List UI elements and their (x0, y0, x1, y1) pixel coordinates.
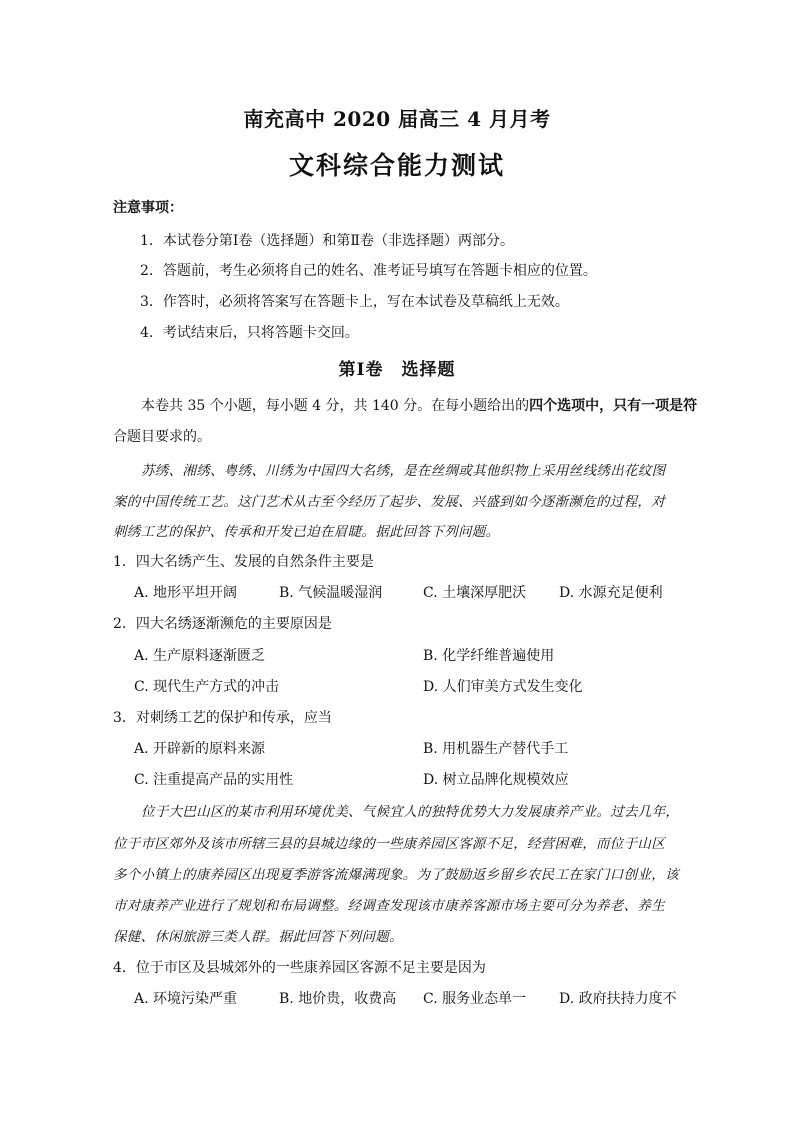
option-b[interactable]: B. 化学纤维普遍使用 (423, 648, 555, 664)
option-b[interactable]: B. 用机器生产替代手工 (423, 741, 569, 757)
option-c[interactable]: C. 土壤深厚肥沃 (423, 585, 527, 601)
notice-item: 4．考试结束后，只将答题卡交回。 (140, 325, 359, 341)
material-line: 苏绣、湘绣、粤绣、川绣为中国四大名绣，是在丝绸或其他织物上采用丝线绣出花纹图 (141, 463, 666, 479)
notice-item: 1．本试卷分第Ⅰ卷（选择题）和第Ⅱ卷（非选择题）两部分。 (140, 233, 514, 249)
option-d[interactable]: D. 水源充足便利 (559, 585, 663, 601)
material-line: 案的中国传统工艺。这门艺术从古至今经历了起步、发展、兴盛到如今逐渐濒危的过程，对 (113, 494, 665, 510)
notice-item: 3．作答时，必须将答案写在答题卡上，写在本试卷及草稿纸上无效。 (140, 294, 569, 310)
option-d[interactable]: D. 人们审美方式发生变化 (423, 679, 583, 695)
intro-emphasis: 四个选项中，只有一项是符 (529, 398, 698, 414)
option-d[interactable]: D. 树立品牌化规模效应 (423, 772, 569, 788)
option-c[interactable]: C. 注重提高产品的实用性 (134, 772, 294, 788)
option-b[interactable]: B. 地价贵，收费高 (279, 991, 397, 1007)
option-a[interactable]: A. 生产原料逐渐匮乏 (134, 648, 266, 664)
material-line: 多个小镇上的康养园区出现夏季游客流爆满现象。为了鼓励返乡留乡农民工在家门口创业，该 (113, 867, 679, 883)
section-title: 第Ⅰ卷 选择题 (338, 360, 456, 380)
exam-subtitle: 文科综合能力测试 (288, 151, 505, 180)
material-line: 保健、休闲旅游三类人群。据此回答下列问题。 (113, 929, 403, 945)
question-stem: 2．四大名绣逐渐濒危的主要原因是 (113, 616, 332, 632)
material-line: 位于市区郊外及该市所辖三县的县城边缘的一些康养园区客源不足，经营困难，而位于山区 (113, 836, 665, 852)
material-line: 刺绣工艺的保护、传承和开发已迫在眉睫。据此回答下列问题。 (113, 524, 500, 540)
option-b[interactable]: B. 气候温暖湿润 (279, 585, 383, 601)
material-line: 市对康养产业进行了规划和布局调整。经调查发现该市康养客源市场主要可分为养老、养生 (113, 898, 665, 914)
exam-title: 南充高中 2020 届高三 4 月月考 (243, 107, 551, 131)
option-a[interactable]: A. 环境污染严重 (134, 991, 238, 1007)
option-d[interactable]: D. 政府扶持力度不 (559, 991, 677, 1007)
option-a[interactable]: A. 开辟新的原料来源 (134, 741, 266, 757)
option-c[interactable]: C. 服务业态单一 (423, 991, 527, 1007)
material-line: 位于大巴山区的某市利用环境优美、气候宜人的独特优势大力发展康养产业。过去几年， (141, 804, 680, 820)
section-intro (113, 395, 698, 415)
intro-text: 本卷共 35 个小题，每小题 4 分，共 140 分。在每小题给出的 (141, 398, 530, 414)
section-intro-cont: 合题目要求的。 (113, 429, 211, 445)
question-stem: 3．对刺绣工艺的保护和传承，应当 (113, 710, 332, 726)
notice-item: 2．答题前，考生必须将自己的姓名、准考证号填写在答题卡相应的位置。 (140, 263, 597, 279)
notice-heading: 注意事项： (113, 200, 183, 216)
option-a[interactable]: A. 地形平坦开阔 (134, 585, 238, 601)
question-stem: 4．位于市区及县城郊外的一些康养园区客源不足主要是因为 (113, 960, 486, 976)
option-c[interactable]: C. 现代生产方式的冲击 (134, 679, 280, 695)
question-stem: 1．四大名绣产生、发展的自然条件主要是 (113, 554, 374, 570)
